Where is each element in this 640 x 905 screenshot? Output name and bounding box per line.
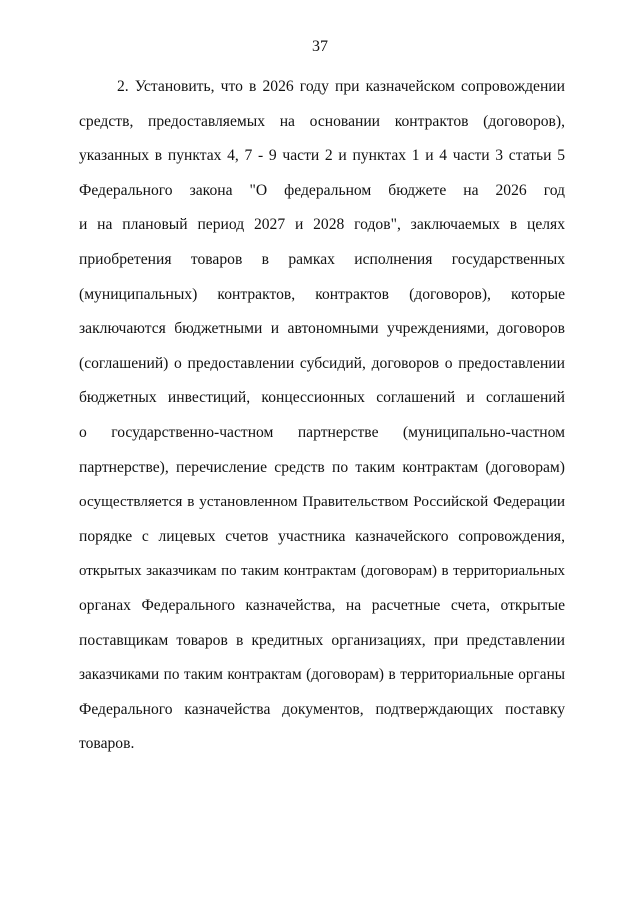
- paragraph-line: Федерального закона "О федеральном бюджете на 2026 год: [79, 181, 565, 199]
- paragraph-line: приобретения товаров в рамках исполнения государственных: [79, 250, 565, 268]
- paragraph-line: о государственно-частном партнерстве (муниципально-частном: [79, 423, 565, 441]
- page-number: 37: [312, 38, 328, 55]
- paragraph-2: [79, 76, 565, 768]
- paragraph-line: партнерстве), перечисление средств по таким контрактам (договорам): [79, 458, 565, 476]
- paragraph-line: органах Федерального казначейства, на расчетные счета, открытые: [79, 596, 565, 614]
- paragraph-line: осуществляется в установленном Правительством Российской Федерации: [79, 493, 565, 511]
- paragraph-line: (соглашений) о предоставлении субсидий, договоров о предоставлении: [79, 354, 565, 372]
- paragraph-line: указанных в пунктах 4, 7 - 9 части 2 и пунктах 1 и 4 части 3 статьи 5: [79, 147, 565, 165]
- paragraph-line: открытых заказчикам по таким контрактам (договорам) в территориальных: [79, 563, 565, 580]
- paragraph-line: поставщикам товаров в кредитных организациях, при представлении: [79, 631, 565, 649]
- paragraph-line: и на плановый период 2027 и 2028 годов", заключаемых в целях: [79, 216, 565, 234]
- paragraph-line: 2. Установить, что в 2026 году при казначейском сопровождении: [117, 78, 565, 95]
- paragraph-line: товаров.: [79, 735, 135, 753]
- paragraph-line: заключаются бюджетными и автономными учреждениями, договоров: [79, 320, 565, 338]
- paragraph-line: средств, предоставляемых на основании контрактов (договоров),: [79, 112, 565, 130]
- paragraph-line: Федерального казначейства документов, подтверждающих поставку: [79, 700, 565, 718]
- paragraph-line: бюджетных инвестиций, концессионных соглашений и соглашений: [79, 389, 565, 407]
- paragraph-line: (муниципальных) контрактов, контрактов (договоров), которые: [79, 285, 565, 303]
- paragraph-line: заказчиками по таким контрактам (договорам) в территориальные органы: [79, 666, 565, 684]
- paragraph-line: порядке с лицевых счетов участника казначейского сопровождения,: [79, 527, 565, 545]
